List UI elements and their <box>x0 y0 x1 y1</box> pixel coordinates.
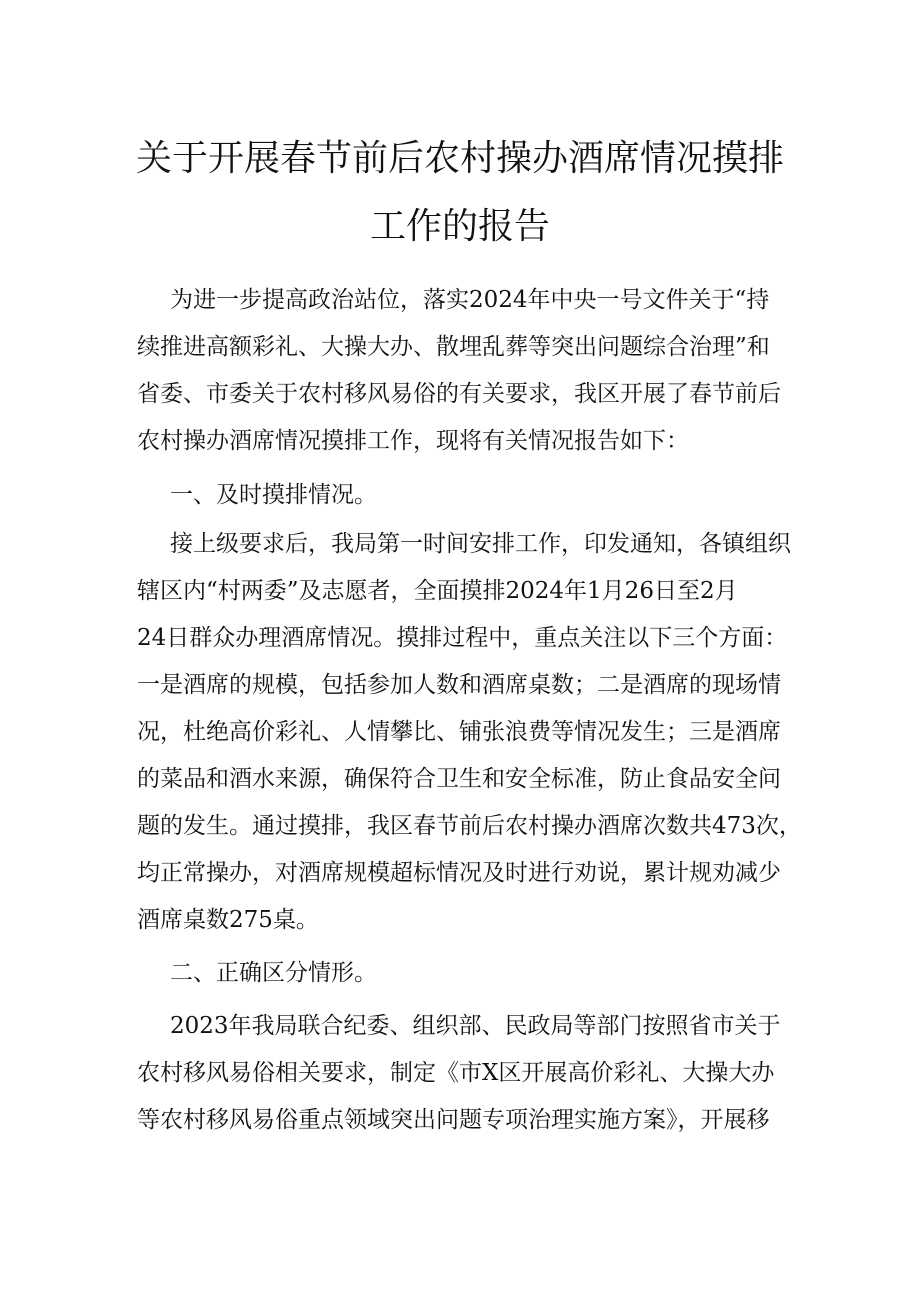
paragraph-line: 题的发生。通过摸排，我区春节前后农村操办酒席次数共473次， <box>137 813 802 839</box>
section-heading-1: 一、及时摸排情况。 <box>170 482 377 508</box>
document-title-line-2: 工作的报告 <box>369 206 550 247</box>
paragraph-line: 况，杜绝高价彩礼、人情攀比、铺张浪费等情况发生；三是酒席 <box>137 719 781 745</box>
paragraph-line: 24日群众办理酒席情况。摸排过程中，重点关注以下三个方面： <box>137 625 788 651</box>
paragraph-line: 接上级要求后，我局第一时间安排工作，印发通知，各镇组织 <box>170 531 791 557</box>
paragraph-line: 农村移风易俗相关要求，制定《市X区开展高价彩礼、大操大办 <box>137 1060 775 1086</box>
paragraph-line: 的菜品和酒水来源，确保符合卫生和安全标准，防止食品安全问 <box>137 766 781 792</box>
paragraph-line: 辖区内“村两委”及志愿者，全面摸排2024年1月26日至2月 <box>137 578 738 604</box>
paragraph-line: 等农村移风易俗重点领域突出问题专项治理实施方案》，开展移 <box>137 1107 770 1133</box>
paragraph-line: 酒席桌数275桌。 <box>137 907 319 933</box>
document-title-line-1: 关于开展春节前后农村操办酒席情况摸排 <box>135 138 784 179</box>
paragraph-line: 均正常操办，对酒席规模超标情况及时进行劝说，累计规劝减少 <box>137 860 781 886</box>
paragraph-line: 一是酒席的规模，包括参加人数和酒席桌数；二是酒席的现场情 <box>137 672 781 698</box>
paragraph-line: 农村操办酒席情况摸排工作，现将有关情况报告如下： <box>137 428 689 454</box>
paragraph-line: 续推进高额彩礼、大操大办、散埋乱葬等突出问题综合治理”和 <box>137 334 770 360</box>
paragraph-line: 2023年我局联合纪委、组织部、民政局等部门按照省市关于 <box>170 1013 781 1039</box>
paragraph-line: 为进一步提高政治站位，落实2024年中央一号文件关于“持 <box>170 287 770 313</box>
paragraph-line: 省委、市委关于农村移风易俗的有关要求，我区开展了春节前后 <box>137 381 781 407</box>
section-heading-2: 二、正确区分情形。 <box>170 960 377 986</box>
